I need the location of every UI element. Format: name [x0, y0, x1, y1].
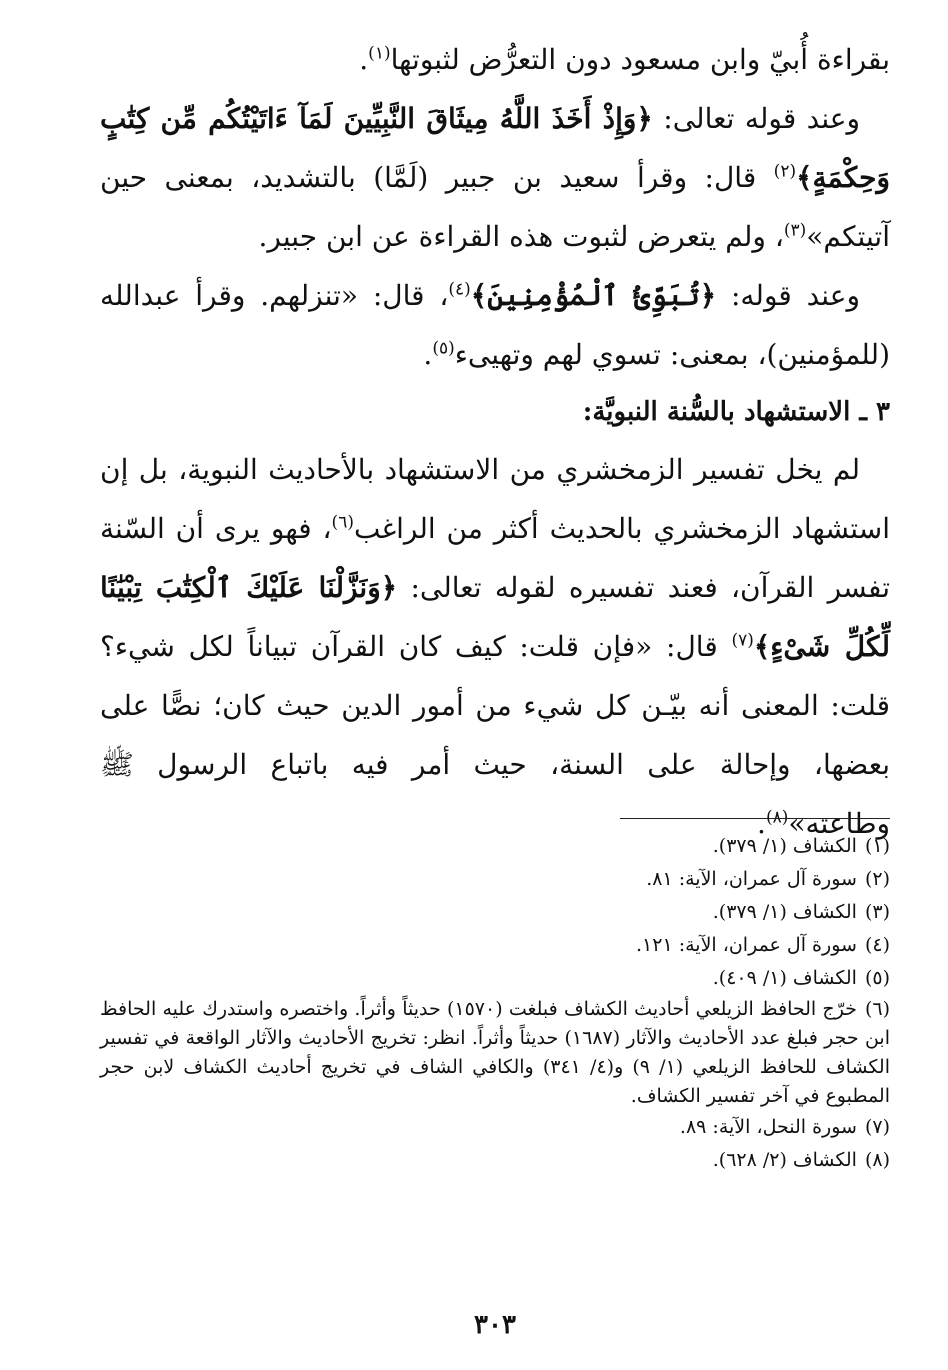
- paragraph-3: وعند قوله: ﴿تُبَوِّئُ ٱلْمُؤْمِنِينَ﴾$^{(٤)}$، قال: «تنزلهم. وقرأ عبدالله (للمؤمنين)، بمعنى: تسوي لهم وتهيىء$^{(٥)}$.: [100, 279, 890, 371]
- footnote-ref[interactable]: (٨): [765, 807, 789, 828]
- footnote-item: (٧)سورة النحل، الآية: ٨٩.: [679, 1116, 890, 1138]
- footnote-ref[interactable]: (٥): [432, 338, 455, 359]
- footnotes: [100, 830, 890, 1177]
- section-heading: ٣ ـ الاستشهاد بالسُّنة النبويَّة:: [582, 397, 890, 427]
- footnote-item: (٨)الكشاف (٢/ ٦٢٨).: [712, 1149, 890, 1171]
- footnote-ref[interactable]: (٦): [331, 512, 354, 533]
- page-number: ٣٠٣: [474, 1310, 516, 1340]
- footnote-item: (١)الكشاف (١/ ٣٧٩).: [712, 835, 890, 857]
- quran-verse: ﴿تُبَوِّئُ ٱلْمُؤْمِنِينَ﴾: [470, 279, 717, 312]
- paragraph-1: بقراءة أُبيّ وابن مسعود دون التعرُّض لثبوتها$^{(١)}$.: [359, 43, 890, 76]
- footnote-item: (٢)سورة آل عمران، الآية: ٨١.: [646, 868, 890, 890]
- footnote-item: (٤)سورة آل عمران، الآية: ١٢١.: [635, 934, 890, 956]
- main-text: [100, 30, 890, 853]
- footnote-item: (٥)الكشاف (١/ ٤٠٩).: [712, 967, 890, 989]
- quran-verse: ﴿وَنَزَّلْنَا عَلَيْكَ ٱلْكِتَٰبَ تِبْيَٰنًا لِّكُلِّ شَىْءٍ﴾: [100, 571, 891, 663]
- footnote-ref[interactable]: (٤): [448, 279, 471, 300]
- footnote-ref[interactable]: (١): [368, 43, 391, 64]
- footnote-ref[interactable]: (٧): [731, 630, 754, 651]
- quran-verse: ﴿وَإِذْ أَخَذَ اللَّهُ مِيثَاقَ النَّبِيِّينَ لَمَآ ءَاتَيْتُكُم مِّن كِتَٰبٍ وَحِكْمَةٍ﴾: [100, 102, 890, 194]
- footnote-ref[interactable]: (٣): [783, 220, 807, 241]
- book-page: [100, 30, 890, 1350]
- footnote-item: (٣)الكشاف (١/ ٣٧٩).: [712, 901, 890, 923]
- paragraph-4: لم يخل تفسير الزمخشري من الاستشهاد بالأحاديث النبوية، بل إن استشهاد الزمخشري بالحديث أكثر من الراغب$^{(٦)}$، فهو يرى أن السّنة تفسر القرآن، فعند تفسيره لقوله تعالى: ﴿وَنَزَّلْنَا عَلَيْكَ ٱلْكِتَٰبَ تِبْيَٰنًا لِّكُلِّ شَىْءٍ﴾$^{(٧)}$ قال: «فإن قلت: كيف كان القرآن تبياناً لكل شيء؟ قلت: المعنى أنه بيّـن كل شيء من أمور الدين حيث كان؛ نصًّا على بعضها، وإحالة على السنة، حيث أمر فيه باتباع الرسول ﷺ وطاعته»$^{(٨)}$.: [100, 453, 891, 840]
- footnote-divider: [620, 818, 890, 819]
- footnote-ref[interactable]: (٢): [773, 161, 797, 182]
- paragraph-2: وعند قوله تعالى: ﴿وَإِذْ أَخَذَ اللَّهُ مِيثَاقَ النَّبِيِّينَ لَمَآ ءَاتَيْتُكُم مِّن كِتَٰبٍ وَحِكْمَةٍ﴾$^{(٢)}$ قال: وقرأ سعيد بن جبير (لَمَّا) بالتشديد، بمعنى حين آتيتكم»$^{(٣)}$، ولم يتعرض لثبوت هذه القراءة عن ابن جبير.: [100, 102, 890, 253]
- footnote-item: (٦)خرّج الحافظ الزيلعي أحاديث الكشاف فبلغت (١٥٧٠) حديثاً وأثراً. واختصره واستدرك عليه الحافظ ابن حجر فبلغ عدد الأحاديث والآثار (١٦٨٧) حديثاً وأثراً. انظر: تخريج الأحاديث والآثار الواقعة في تفسير الكشاف للحافظ الزيلعي (١/ ٩) و(٤/ ٣٤١) والكافي الشاف في تخريج أحاديث الكشاف لابن حجر المطبوع في آخر تفسير الكشاف.: [100, 998, 890, 1107]
